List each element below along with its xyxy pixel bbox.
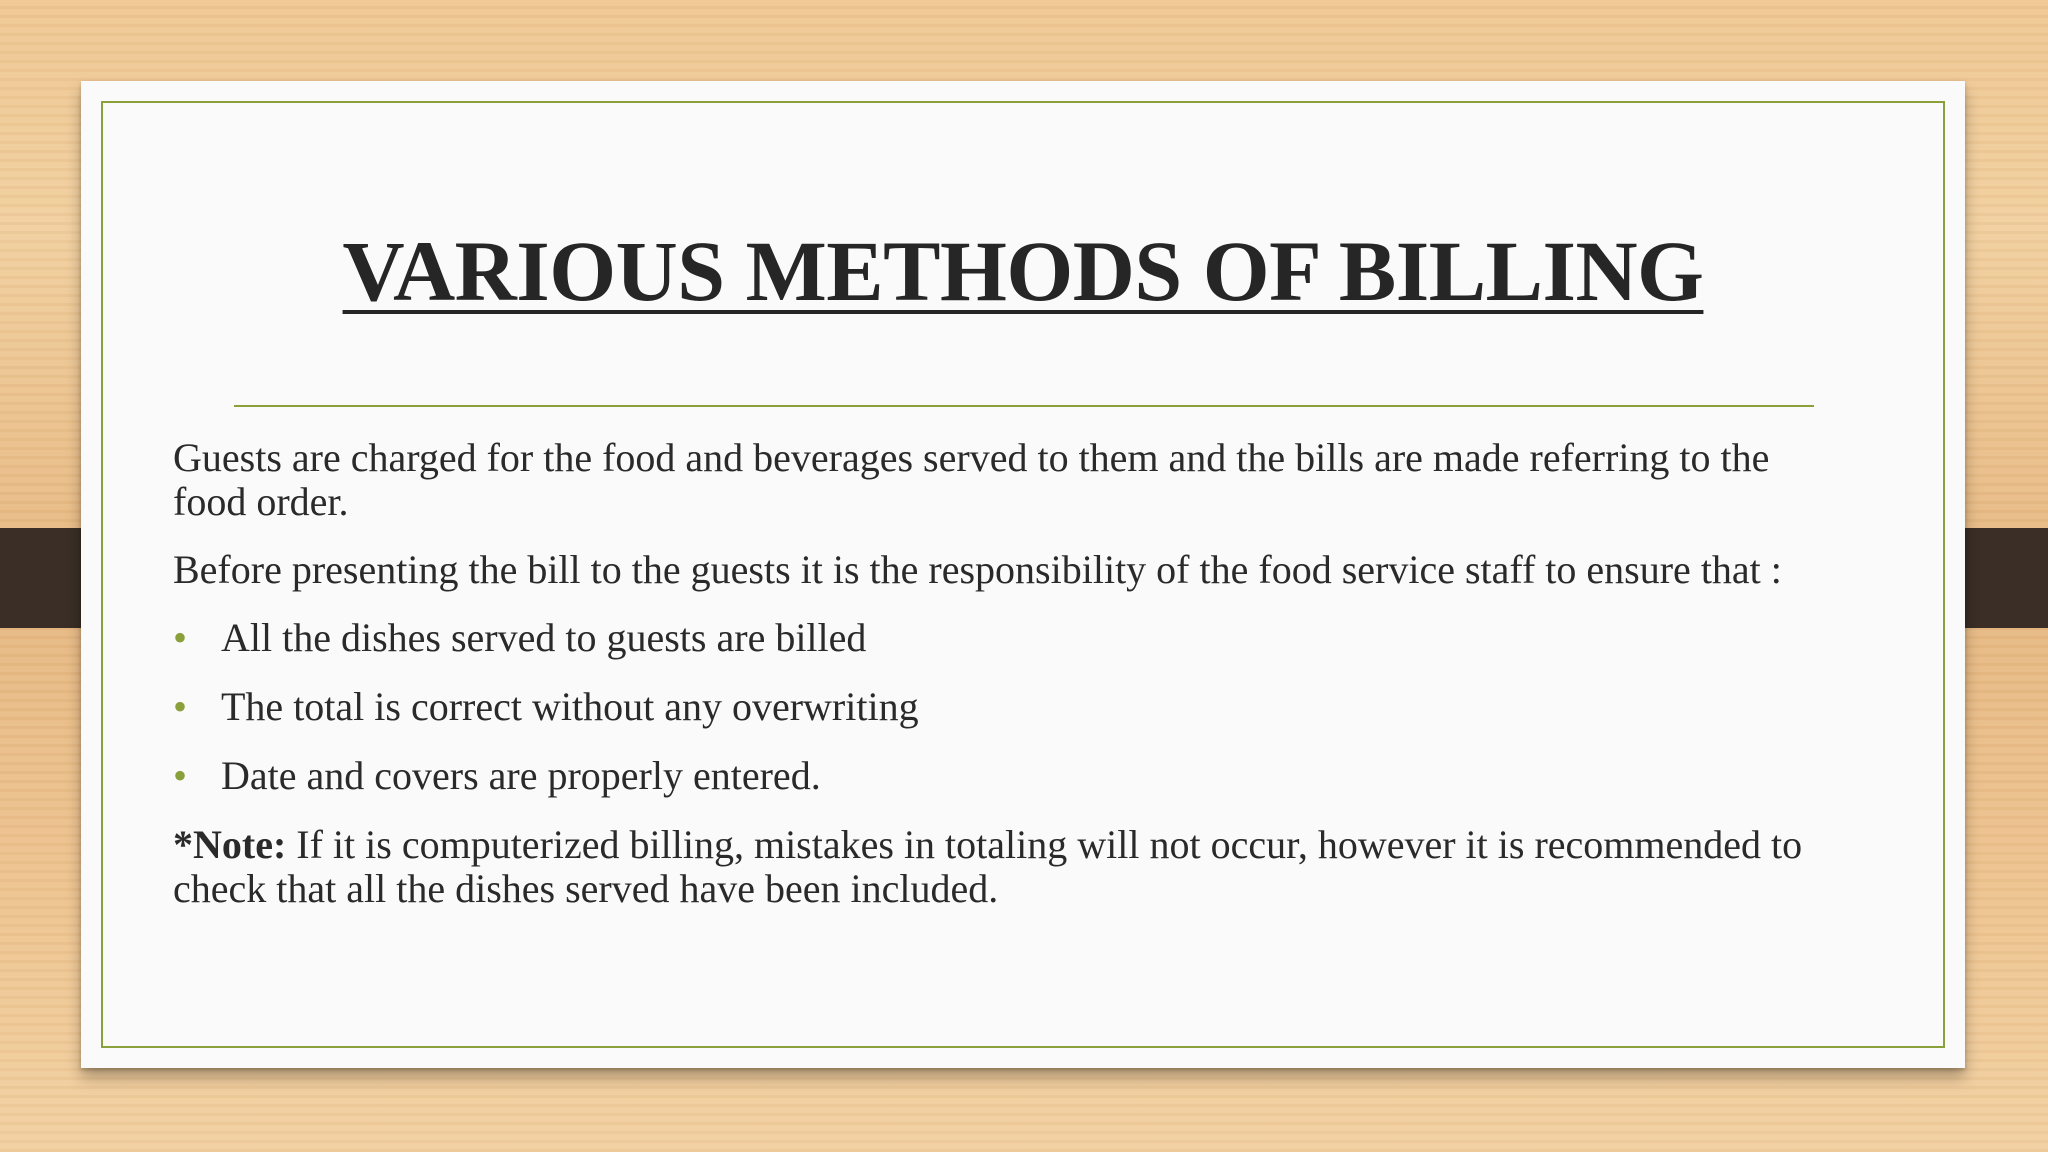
list-item bbox=[173, 754, 1833, 798]
bullet-dot-icon: • bbox=[173, 684, 188, 729]
list-item bbox=[173, 685, 1833, 729]
paragraph-charging: Guests are charged for the food and beverages served to them and the bills are made referring to the food order. bbox=[173, 435, 1770, 524]
checklist bbox=[173, 616, 1833, 798]
list-item-text: Date and covers are properly entered. bbox=[221, 753, 821, 798]
list-item-text: All the dishes served to guests are billed bbox=[221, 615, 867, 660]
list-item-text: The total is correct without any overwriting bbox=[221, 684, 919, 729]
title-divider bbox=[234, 405, 1814, 407]
paragraph-responsibility: Before presenting the bill to the guests it is the responsibility of the food service staff to ensure that : bbox=[173, 547, 1782, 592]
note-label: *Note: bbox=[173, 822, 287, 867]
note-paragraph bbox=[173, 823, 1833, 911]
slide-card bbox=[81, 81, 1965, 1068]
slide-title: VARIOUS METHODS OF BILLING bbox=[342, 223, 1704, 319]
list-item bbox=[173, 616, 1833, 660]
note-text: If it is computerized billing, mistakes in totaling will not occur, however it is recommended to check that all the dishes served have been included. bbox=[173, 822, 1803, 911]
bullet-dot-icon: • bbox=[173, 615, 188, 660]
bullet-dot-icon: • bbox=[173, 753, 188, 798]
slide-body bbox=[173, 436, 1833, 935]
